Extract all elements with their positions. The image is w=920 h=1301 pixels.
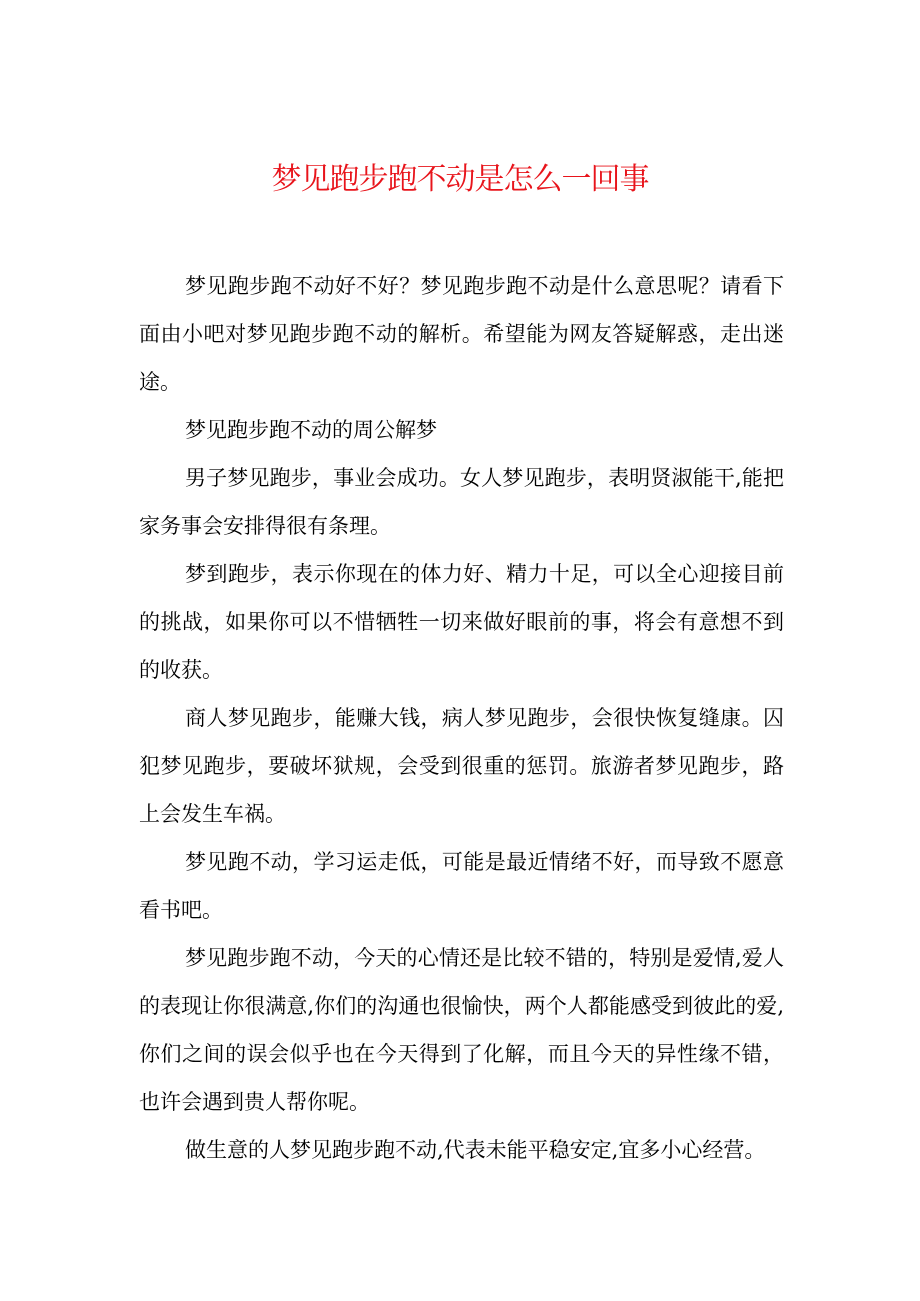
- paragraph-love: 梦见跑步跑不动，今天的心情还是比较不错的，特别是爱情,爱人的表现让你很满意,你们的沟通也很愉快，两个人都能感受到彼此的爱,你们之间的误会似乎也在今天得到了化解，而且今天的异性缘不错，也许会遇到贵人帮你呢。: [139, 946, 784, 1114]
- paragraph-energy: 梦到跑步，表示你现在的体力好、精力十足，可以全心迎接目前的挑战，如果你可以不惜牺牲一切来做好眼前的事，将会有意想不到的收获。: [139, 562, 784, 682]
- paragraph-occupations: 商人梦见跑步，能赚大钱，病人梦见跑步，会很快恢复缝康。囚犯梦见跑步，要破坏狱规，会受到很重的惩罚。旅游者梦见跑步，路上会发生车祸。: [139, 706, 784, 826]
- article-body: [139, 262, 784, 1174]
- paragraph-gender: 男子梦见跑步，事业会成功。女人梦见跑步，表明贤淑能干,能把家务事会安排得很有条理。: [139, 466, 784, 538]
- page-title: 梦见跑步跑不动是怎么一回事: [271, 162, 649, 197]
- paragraph-study: 梦见跑不动，学习运走低，可能是最近情绪不好，而导致不愿意看书吧。: [139, 850, 784, 922]
- paragraph-business: 做生意的人梦见跑步跑不动,代表未能平稳安定,宜多小心经营。: [185, 1138, 766, 1162]
- paragraph-heading: 梦见跑步跑不动的周公解梦: [185, 418, 437, 442]
- paragraph-intro: 梦见跑步跑不动好不好？梦见跑步跑不动是什么意思呢？请看下面由小吧对梦见跑步跑不动的解析。希望能为网友答疑解惑，走出迷途。: [139, 274, 784, 394]
